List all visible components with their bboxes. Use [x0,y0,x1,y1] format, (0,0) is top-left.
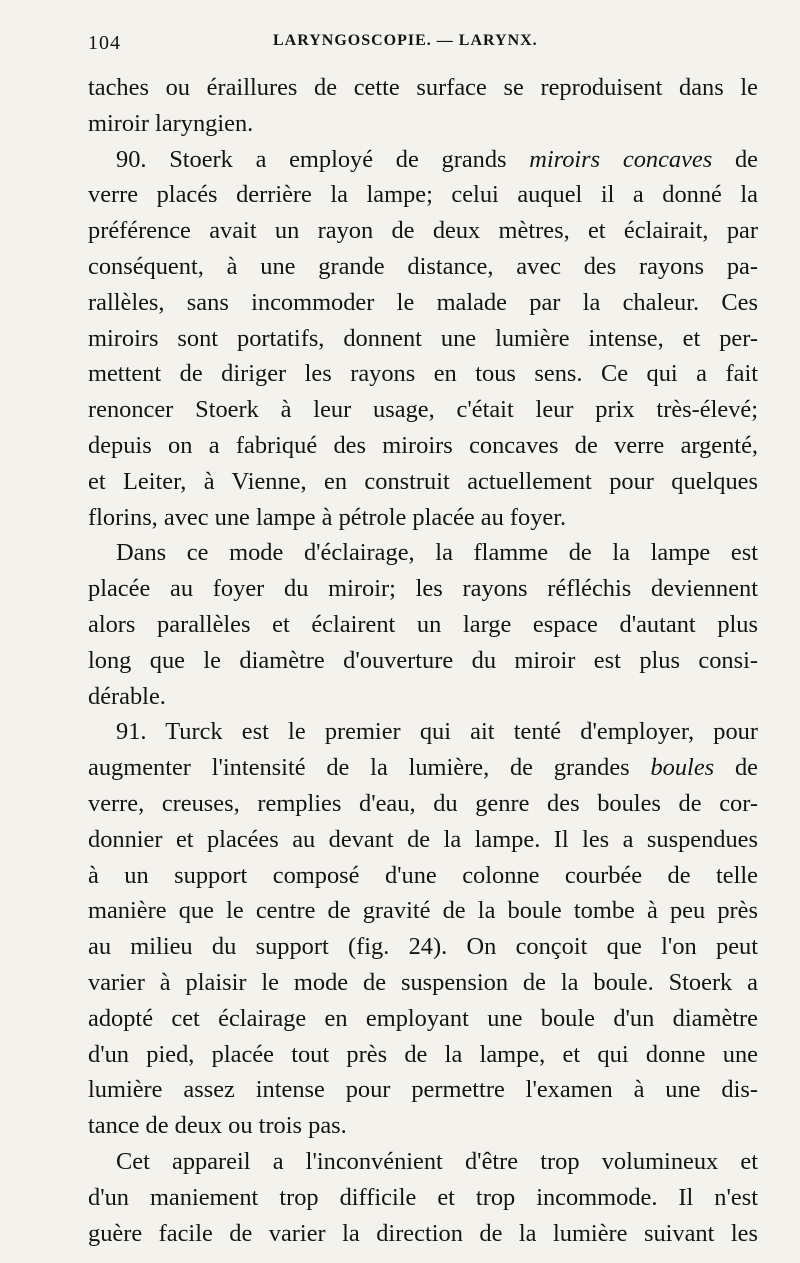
text-line [88,142,758,178]
line-text: manière que le centre de gravité de la boule tombe à peu près [88,897,758,925]
text-line [88,571,758,607]
line-text: renoncer Stoerk à leur usage, c'était leur prix très-élevé; [88,396,758,424]
line-text: miroirs sont portatifs, donnent une lumière intense, et per- [88,324,758,352]
text-line [88,535,758,571]
line-text: et Leiter, à Vienne, en construit actuellement pour quelques [88,467,758,495]
line-text: Cet appareil a l'inconvénient d'être trop volumineux et [116,1147,758,1175]
text-line [88,285,758,321]
text-line [88,464,758,500]
text-line [88,1216,758,1252]
text-line [88,822,758,858]
line-italic-text: miroirs concaves [529,145,713,173]
line-text: long que le diamètre d'ouverture du miroir est plus consi- [88,646,758,674]
running-head: LARYNGOSCOPIE. — LARYNX. [273,32,538,49]
text-line [88,858,758,894]
line-text: adopté cet éclairage en employant une boule d'un diamètre [88,1004,758,1032]
text-line [88,929,758,965]
text-line [88,679,758,715]
line-text: 90. Stoerk a employé de grands [116,145,530,173]
text-line [88,428,758,464]
line-text: varier à plaisir le mode de suspension de la boule. Stoerk a [88,968,758,996]
line-text: verre, creuses, remplies d'eau, du genre des boules de cor- [88,789,758,817]
text-line [88,213,758,249]
text-line [88,786,758,822]
body-text [88,70,758,1251]
line-text: au milieu du support (fig. 24). On conçoit que l'on peut [88,933,758,961]
line-text: Dans ce mode d'éclairage, la flamme de la lampe est [116,539,758,567]
text-line [88,1180,758,1216]
line-text: lumière assez intense pour permettre l'examen à une dis- [88,1076,758,1104]
text-line [88,356,758,392]
text-line [88,714,758,750]
line-text: à un support composé d'une colonne courbée de telle [88,861,758,889]
line-text: augmenter l'intensité de la lumière, de grandes [88,754,651,782]
line-text: mettent de diriger les rayons en tous sens. Ce qui a fait [88,360,758,388]
line-italic-text: boules [650,754,715,782]
text-line [88,321,758,357]
text-line [88,643,758,679]
line-text: rallèles, sans incommoder le malade par la chaleur. Ces [88,288,758,316]
line-text: tance de deux ou trois pas. [88,1112,347,1140]
page-number: 104 [88,32,121,54]
text-line [88,1001,758,1037]
line-text: taches ou éraillures de cette surface se reproduisent dans le [88,74,758,101]
text-line [88,106,758,142]
line-text-after: de [712,145,758,173]
text-line [88,1108,758,1144]
text-line [88,1144,758,1180]
line-text: depuis on a fabriqué des miroirs concaves de verre argenté, [88,431,758,459]
page-header [88,30,748,60]
line-text: donnier et placées au devant de la lampe. Il les a suspendues [88,825,758,853]
text-line [88,750,758,786]
text-line [88,70,758,106]
line-text: placée au foyer du miroir; les rayons réfléchis deviennent [88,575,758,603]
line-text: 91. Turck est le premier qui ait tenté d'employer, pour [116,718,758,746]
line-text: miroir laryngien. [88,109,254,137]
line-text: conséquent, à une grande distance, avec des rayons pa- [88,252,758,280]
line-text-after: de [714,754,758,782]
text-line [88,249,758,285]
text-line [88,392,758,428]
line-text: d'un maniement trop difficile et trop incommode. Il n'est [88,1183,758,1211]
text-line [88,965,758,1001]
line-text: verre placés derrière la lampe; celui auquel il a donné la [88,181,758,209]
text-line [88,1072,758,1108]
text-line [88,1037,758,1073]
line-text: guère facile de varier la direction de la lumière suivant les [88,1219,758,1247]
line-text: d'un pied, placée tout près de la lampe, et qui donne une [88,1040,758,1068]
line-text: florins, avec une lampe à pétrole placée au foyer. [88,503,567,531]
line-text: alors parallèles et éclairent un large espace d'autant plus [88,610,758,638]
line-text: préférence avait un rayon de deux mètres, et éclairait, par [88,217,758,245]
line-text: dérable. [88,682,166,710]
text-line [88,607,758,643]
text-line [88,177,758,213]
text-line [88,893,758,929]
text-line [88,500,758,536]
